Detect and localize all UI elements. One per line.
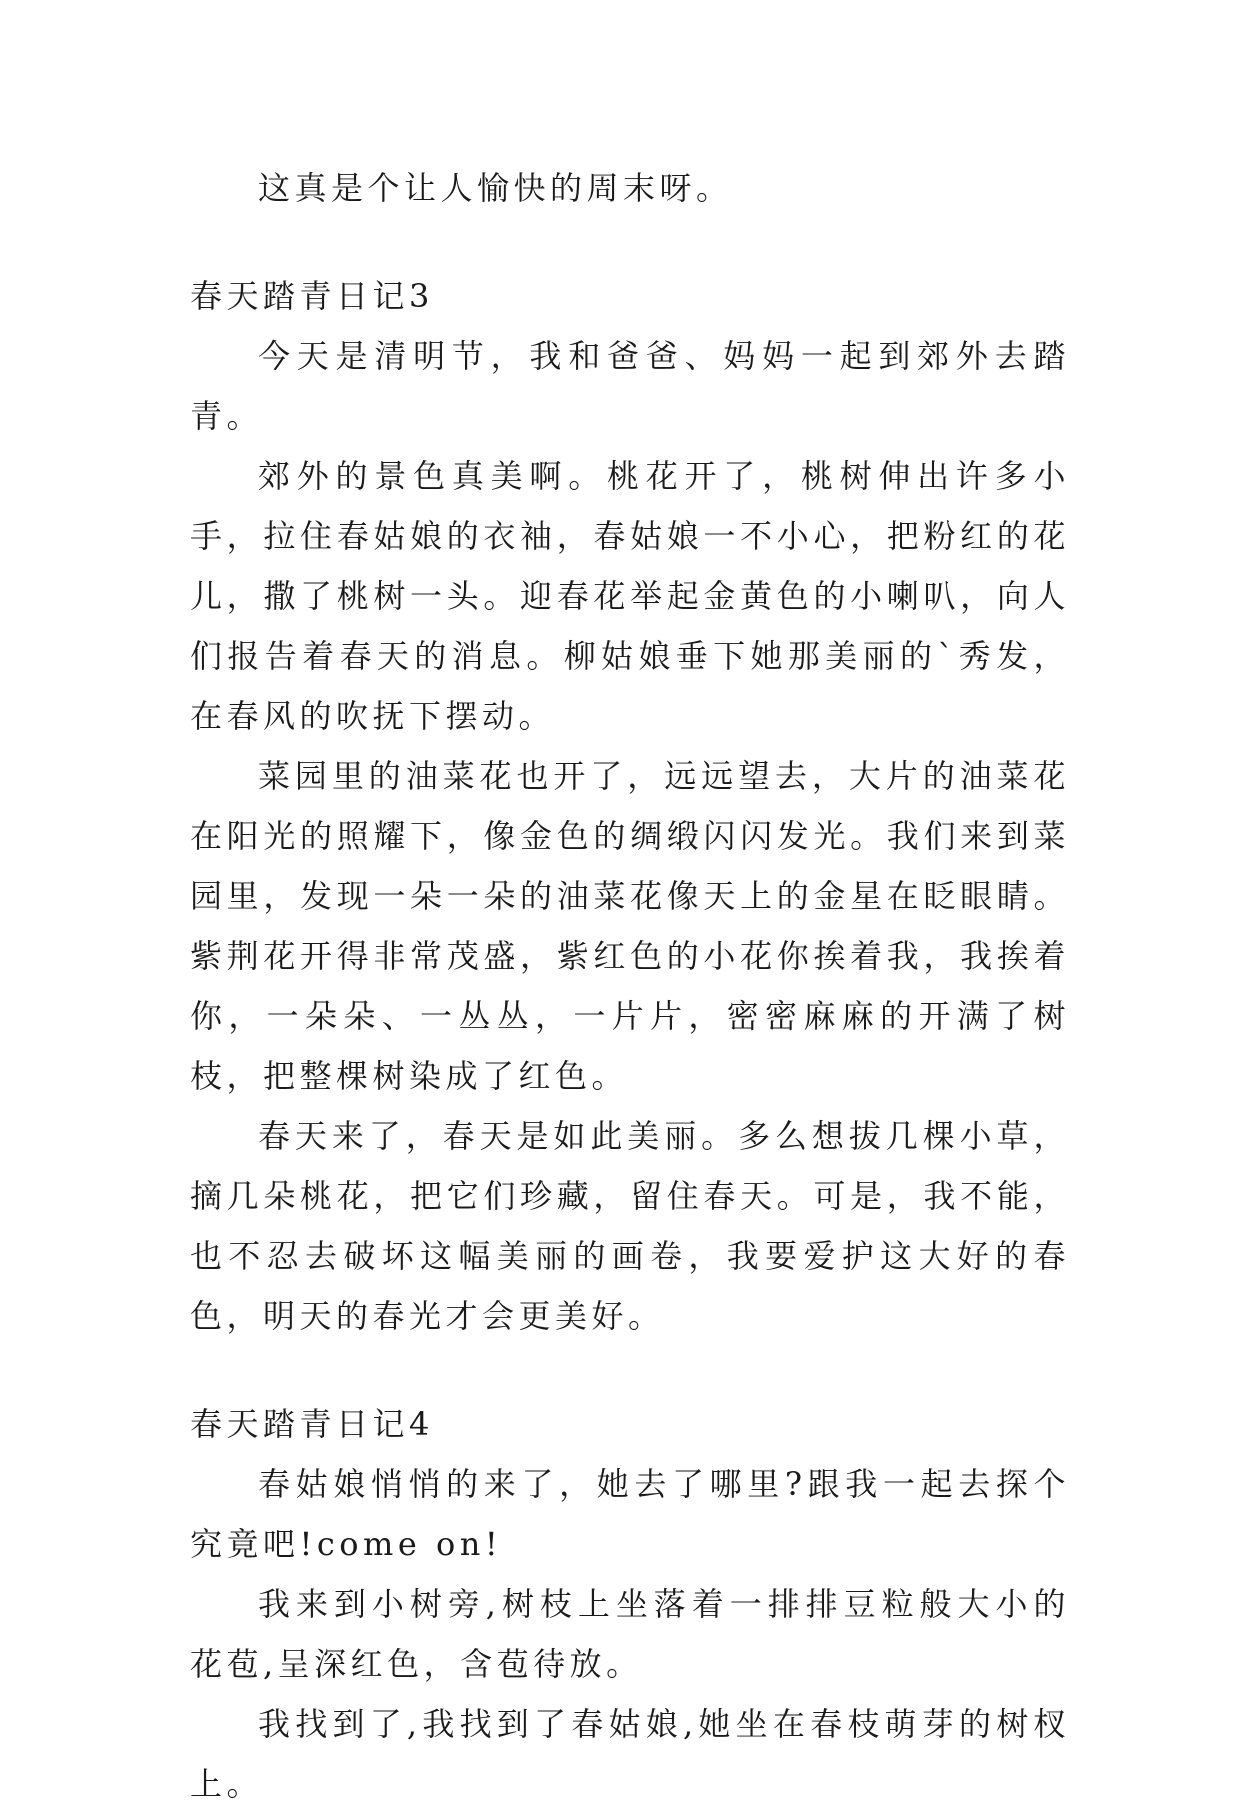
paragraph: 我找到了,我找到了春姑娘,她坐在春枝萌芽的树杈上。 [190, 1705, 1070, 1803]
section-title: 春天踏青日记4 [190, 1405, 434, 1443]
paragraph: 菜园里的油菜花也开了，远远望去，大片的油菜花在阳光的照耀下，像金色的绸缎闪闪发光。我们来到菜园里，发现一朵一朵的油菜花像天上的金星在眨眼睛。紫荆花开得非常茂盛，紫红色的小花你挨着我，我挨着你，一朵朵、一丛丛，一片片，密密麻麻的开满了树枝，把整棵树染成了红色。 [190, 757, 1070, 1095]
paragraph: 今天是清明节，我和爸爸、妈妈一起到郊外去踏青。 [190, 337, 1070, 435]
paragraph: 春天来了，春天是如此美丽。多么想拔几棵小草，摘几朵桃花，把它们珍藏，留住春天。可是，我不能，也不忍去破坏这幅美丽的画卷，我要爱护这大好的春色，明天的春光才会更美好。 [190, 1117, 1070, 1335]
paragraph: 这真是个让人愉快的周末呀。 [258, 169, 733, 207]
paragraph: 春姑娘悄悄的来了，她去了哪里?跟我一起去探个究竟吧!come on! [190, 1465, 1070, 1563]
paragraph: 郊外的景色真美啊。桃花开了，桃树伸出许多小手，拉住春姑娘的衣袖，春姑娘一不小心，把粉红的花儿，撒了桃树一头。迎春花举起金黄色的小喇叭，向人们报告着春天的消息。柳姑娘垂下她那美丽的`秀发，在春风的吹抚下摆动。 [190, 457, 1070, 735]
paragraph: 我来到小树旁,树枝上坐落着一排排豆粒般大小的花苞,呈深红色，含苞待放。 [190, 1585, 1070, 1683]
document-body [190, 158, 1070, 1814]
section-title: 春天踏青日记3 [190, 277, 434, 315]
